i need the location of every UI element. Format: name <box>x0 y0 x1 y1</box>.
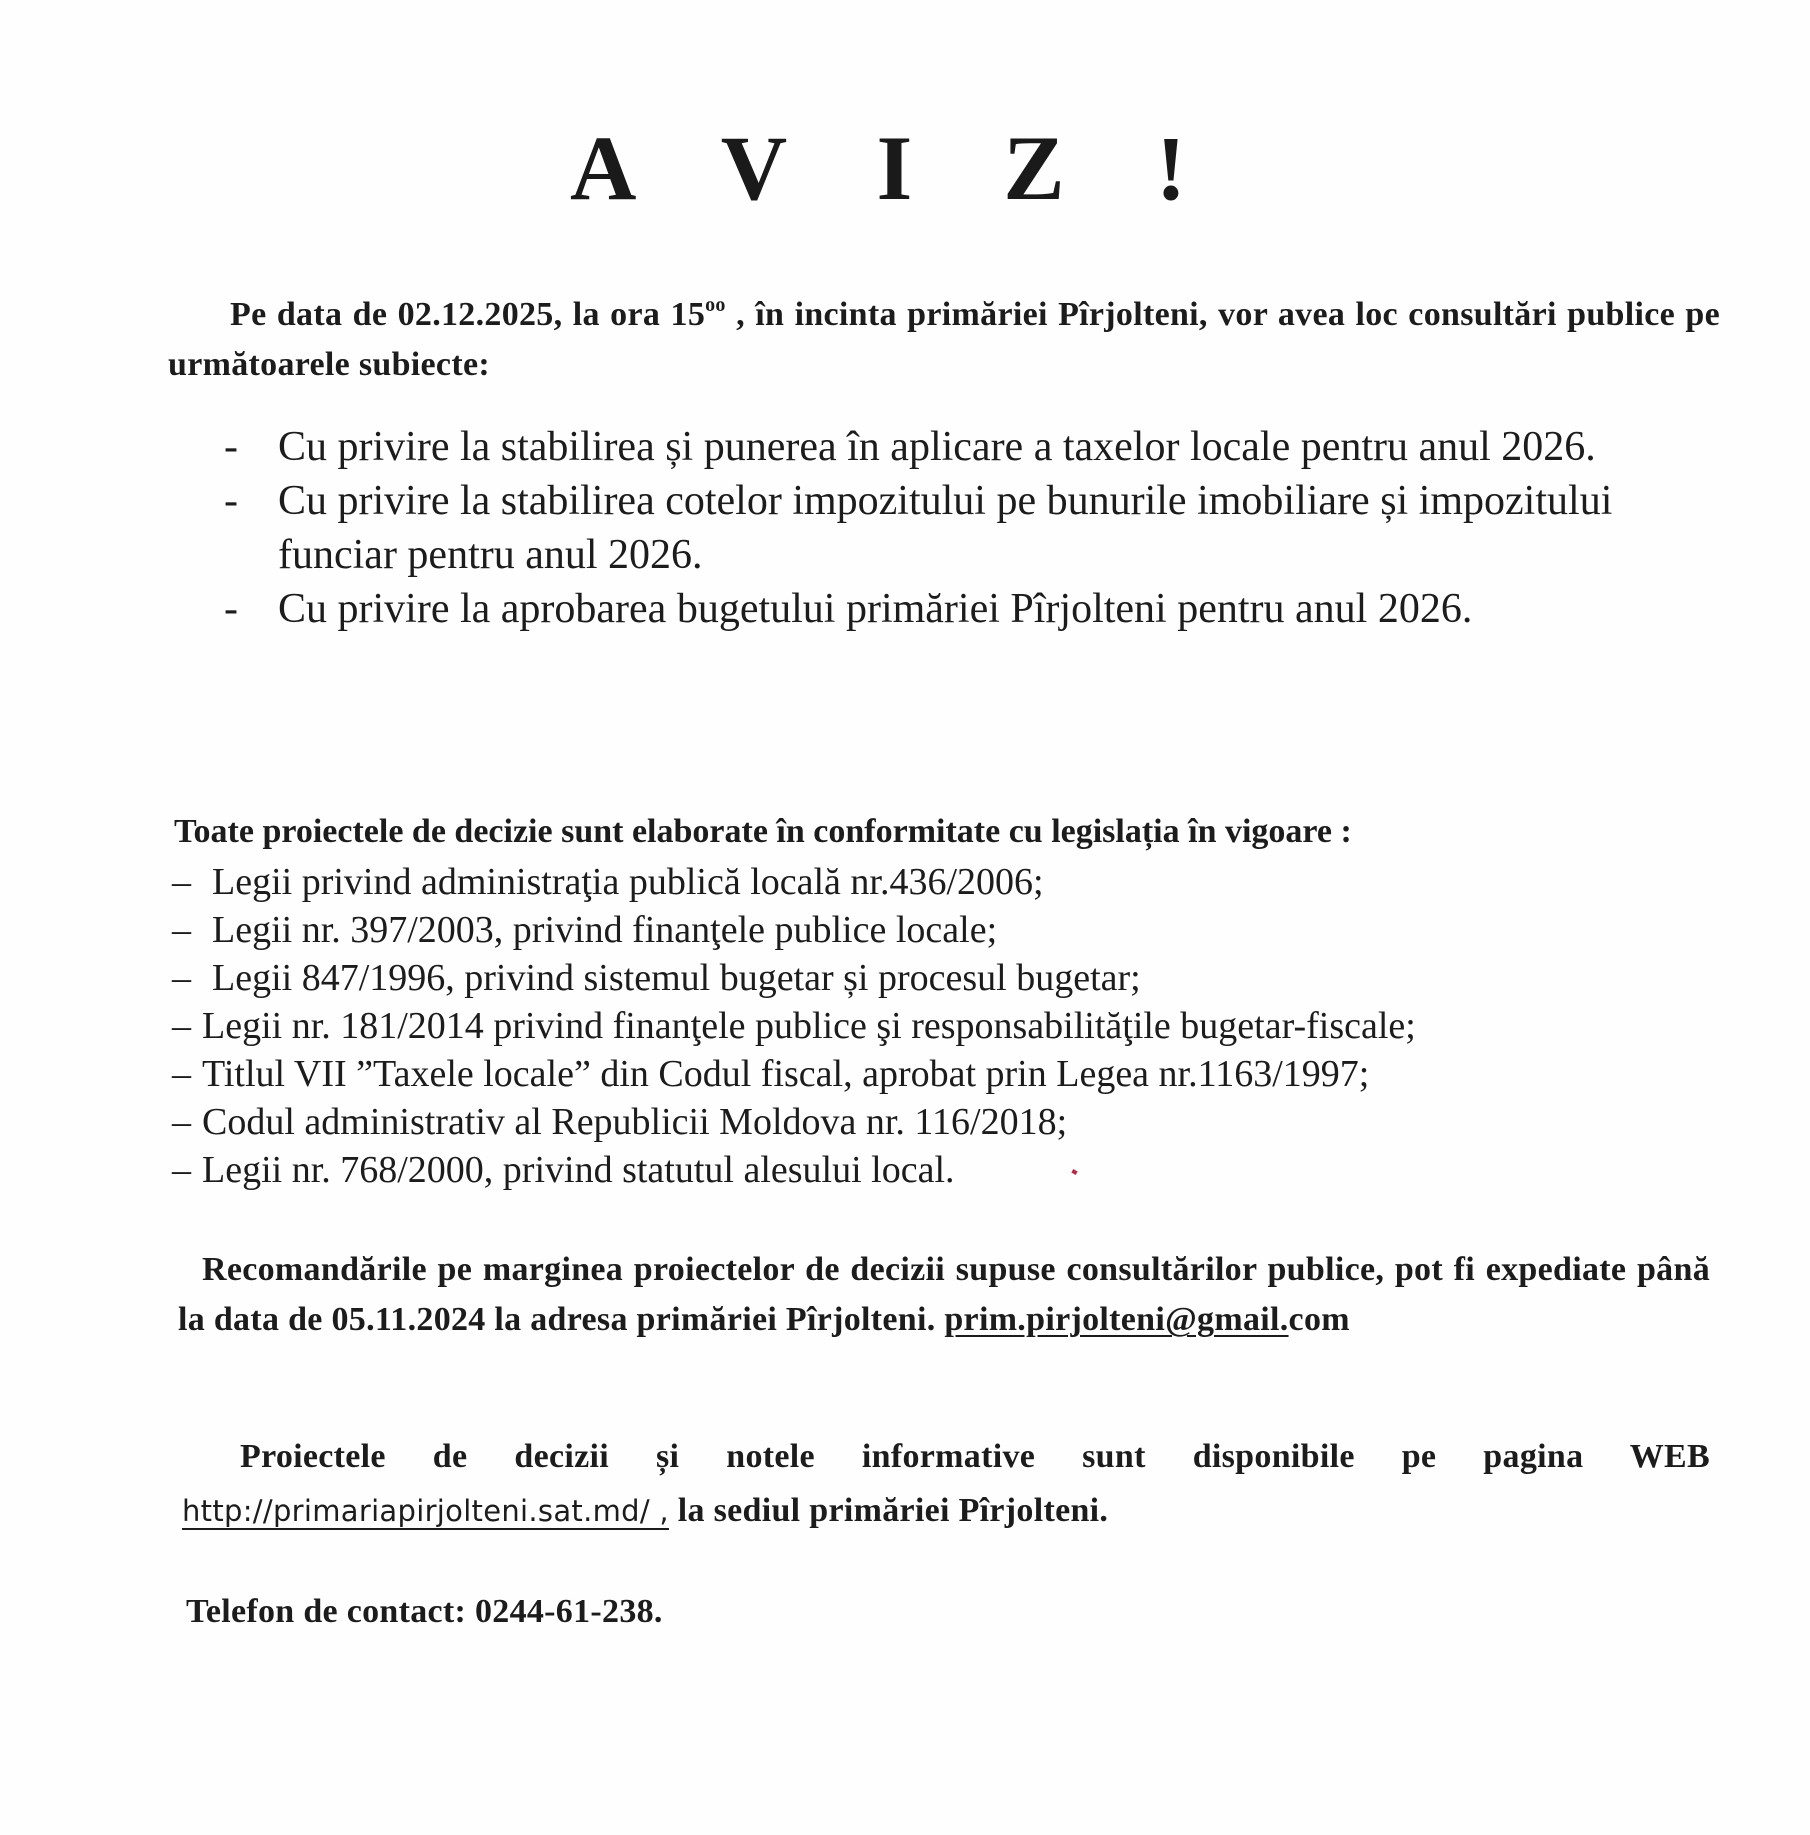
law-item <box>172 906 1416 954</box>
law-item <box>172 1002 1416 1050</box>
website-link[interactable]: http://primariapirjolteni.sat.md/ , <box>182 1494 669 1528</box>
email-link[interactable]: prim.pirjolteni@gmail. <box>944 1301 1289 1338</box>
subject-item <box>220 582 1720 636</box>
dash-bullet: - <box>224 478 238 524</box>
law-item <box>172 1146 1416 1194</box>
subject-item <box>220 420 1720 474</box>
subject-text: Cu privire la stabilirea și punerea în aplicare a taxelor locale pentru anul 2026. <box>278 424 1596 470</box>
intro-date-text: Pe data de 02.12.2025, la ora 15 <box>230 296 706 333</box>
recommendations-paragraph <box>178 1245 1710 1345</box>
subjects-list <box>220 420 1720 636</box>
law-text: Legii nr. 181/2014 privind finanţele publice şi responsabilităţile bugetar-fiscale; <box>202 1005 1416 1047</box>
web-info-text: Proiectele de decizii și notele informative sunt disponibile pe pagina WEB <box>240 1438 1710 1475</box>
subject-item <box>220 474 1720 582</box>
intro-location-text: , în incinta primăriei Pîrjolteni, vor avea loc consultări publice pe următoarele subiecte: <box>168 296 1720 383</box>
law-item <box>172 954 1416 1002</box>
law-text: Legii nr. 768/2000, privind statutul alesului local. <box>202 1149 955 1191</box>
contact-phone: Telefon de contact: 0244-61-238. <box>186 1593 663 1630</box>
dash-bullet: – <box>172 1053 191 1095</box>
law-text: Codul administrativ al Republicii Moldova nr. 116/2018; <box>202 1101 1068 1143</box>
web-info-paragraph <box>182 1430 1710 1538</box>
intro-time-superscript: oo <box>705 294 726 316</box>
subject-text: Cu privire la stabilirea cotelor impozitului pe bunurile imobiliare și impozitului funciar pentru anul 2026. <box>278 478 1613 578</box>
law-item <box>172 1050 1416 1098</box>
legal-basis-heading: Toate proiectele de decizie sunt elaborate în conformitate cu legislația în vigoare : <box>174 813 1352 850</box>
dash-bullet: – <box>172 1101 191 1143</box>
subject-text: Cu privire la aprobarea bugetului primăriei Pîrjolteni pentru anul 2026. <box>278 586 1473 632</box>
email-tld: com <box>1288 1301 1350 1338</box>
dash-bullet: – <box>172 909 191 951</box>
law-text: Legii nr. 397/2003, privind finanţele publice locale; <box>212 909 998 951</box>
dash-bullet: - <box>224 424 238 470</box>
notice-title: A V I Z ! <box>570 117 1221 219</box>
law-text: Legii privind administraţia publică locală nr.436/2006; <box>212 861 1044 903</box>
dash-bullet: - <box>224 586 238 632</box>
law-item <box>172 858 1416 906</box>
laws-list <box>172 858 1416 1194</box>
dash-bullet: – <box>172 1005 191 1047</box>
web-info-suffix: la sediul primăriei Pîrjolteni. <box>668 1492 1109 1529</box>
dash-bullet: – <box>172 1149 191 1191</box>
dash-bullet: – <box>172 861 191 903</box>
law-item <box>172 1098 1416 1146</box>
recommendations-text: Recomandările pe marginea proiectelor de decizii supuse consultărilor publice, pot fi expediate până la data de 05.11.2024 la adresa primăriei Pîrjolteni. <box>178 1251 1710 1338</box>
intro-paragraph <box>168 290 1720 390</box>
law-text: Titlul VII ”Taxele locale” din Codul fiscal, aprobat prin Legea nr.1163/1997; <box>202 1053 1370 1095</box>
law-text: Legii 847/1996, privind sistemul bugetar și procesul bugetar; <box>212 957 1141 999</box>
dash-bullet: – <box>172 957 191 999</box>
